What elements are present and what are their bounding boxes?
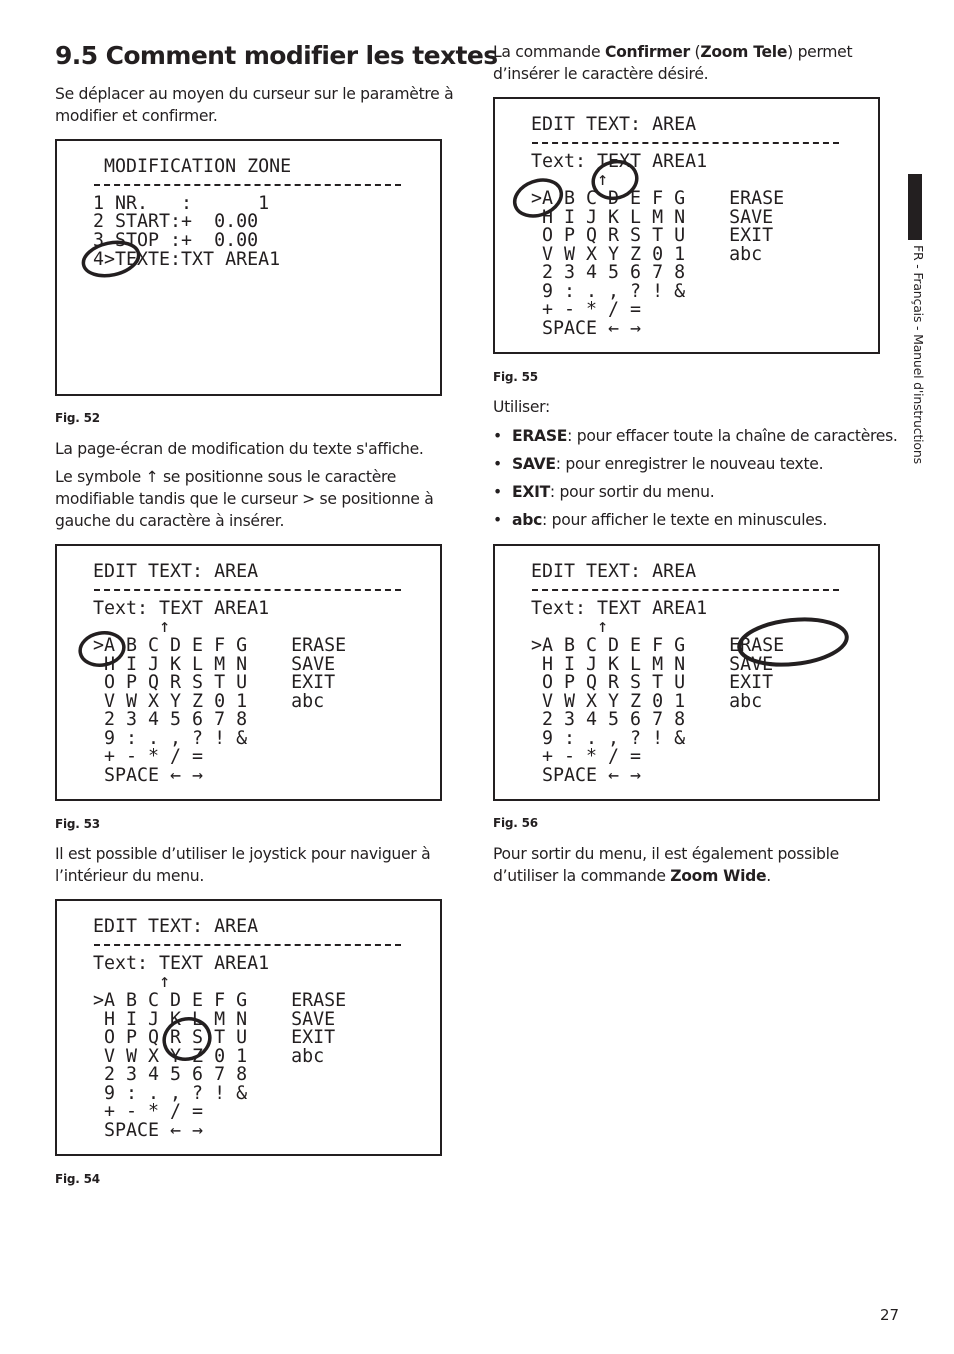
- edit-row-6: 9 : . , ? ! &: [531, 281, 686, 302]
- edit-arrow-line: ↑: [531, 169, 609, 190]
- edit-row-2: H I J K L M N SAVE: [93, 654, 336, 675]
- fig52-line-3: 1 NR. : 1: [93, 193, 270, 214]
- edit-text-line: Text: TEXT AREA1: [531, 598, 708, 619]
- fig54-caption: Fig. 54: [55, 1172, 100, 1186]
- edit-arrow-line: ↑: [93, 616, 171, 637]
- symbol-paragraph: Le symbole ↑ se positionne sous le caractère modifiable tandis que le curseur > se positionne à gauche du caractère à insérer.: [55, 468, 434, 530]
- fig55-screen: [493, 97, 880, 354]
- fig52-divider: [94, 184, 401, 186]
- fig56-caption: Fig. 56: [493, 816, 538, 830]
- options-list: [493, 422, 903, 534]
- edit-row-8: SPACE ← →: [93, 765, 204, 786]
- edit-divider: [532, 142, 839, 144]
- sidebar-label: FR - Français - Manuel d'instructions: [911, 245, 926, 464]
- fig56-screen: [493, 544, 880, 801]
- edit-title: EDIT TEXT: AREA: [93, 561, 259, 582]
- edit-divider: [94, 944, 401, 946]
- fig52-line-1: MODIFICATION ZONE: [93, 156, 292, 177]
- edit-title: EDIT TEXT: AREA: [531, 561, 697, 582]
- edit-divider: [532, 589, 839, 591]
- edit-row-4: V W X Y Z 0 1 abc: [93, 691, 325, 712]
- edit-row-7: + - * / =: [531, 299, 642, 320]
- fig53-screen: [55, 544, 442, 801]
- edit-row-4: V W X Y Z 0 1 abc: [531, 244, 763, 265]
- edit-row-5: 2 3 4 5 6 7 8: [531, 262, 686, 283]
- edit-divider: [94, 589, 401, 591]
- fig52-caption: Fig. 52: [55, 411, 100, 425]
- edit-row-3: O P Q R S T U EXIT: [531, 225, 774, 246]
- edit-title: EDIT TEXT: AREA: [531, 114, 697, 135]
- edit-row-4: V W X Y Z 0 1 abc: [93, 1046, 325, 1067]
- fig52-screen: [55, 139, 442, 396]
- edit-row-2: H I J K L M N SAVE: [531, 654, 774, 675]
- edit-row-1: >A B C D E F G ERASE: [93, 635, 347, 656]
- edit-row-1: >A B C D E F G ERASE: [531, 188, 785, 209]
- exit-paragraph: Pour sortir du menu, il est également possible d’utiliser la commande Zoom Wide.: [493, 845, 839, 885]
- edit-title: EDIT TEXT: AREA: [93, 916, 259, 937]
- fig53-caption: Fig. 53: [55, 817, 100, 831]
- edit-text-line: Text: TEXT AREA1: [531, 151, 708, 172]
- edit-row-8: SPACE ← →: [531, 765, 642, 786]
- edit-arrow-line: ↑: [93, 971, 171, 992]
- edit-row-8: SPACE ← →: [93, 1120, 204, 1141]
- list-item: • SAVE: pour enregistrer le nouveau texte.: [493, 450, 903, 478]
- edit-row-6: 9 : . , ? ! &: [531, 728, 686, 749]
- edit-row-3: O P Q R S T U EXIT: [93, 1027, 336, 1048]
- list-item: • ERASE: pour effacer toute la chaîne de caractères.: [493, 422, 903, 450]
- fig54-screen: [55, 899, 442, 1156]
- edit-row-1: >A B C D E F G ERASE: [531, 635, 785, 656]
- edit-row-4: V W X Y Z 0 1 abc: [531, 691, 763, 712]
- edit-row-5: 2 3 4 5 6 7 8: [531, 709, 686, 730]
- edit-row-1: >A B C D E F G ERASE: [93, 990, 347, 1011]
- edit-row-6: 9 : . , ? ! &: [93, 728, 248, 749]
- edit-row-2: H I J K L M N SAVE: [531, 207, 774, 228]
- edit-row-3: O P Q R S T U EXIT: [531, 672, 774, 693]
- edit-text-line: Text: TEXT AREA1: [93, 953, 270, 974]
- joystick-paragraph: Il est possible d’utiliser le joystick pour naviguer à l’intérieur du menu.: [55, 845, 431, 885]
- fig52-line-5: 3 STOP :+ 0.00: [93, 230, 259, 251]
- intro-paragraph: Se déplacer au moyen du curseur sur le paramètre à modifier et confirmer.: [55, 85, 454, 125]
- modif-paragraph: La page-écran de modification du texte s'affiche.: [55, 440, 424, 458]
- edit-row-7: + - * / =: [93, 1101, 204, 1122]
- page-number: 27: [880, 1306, 900, 1324]
- list-item: • abc: pour afficher le texte en minuscules.: [493, 506, 903, 534]
- edit-arrow-line: ↑: [531, 616, 609, 637]
- confirm-paragraph: La commande Confirmer (Zoom Tele) permet d’insérer le caractère désiré.: [493, 43, 853, 83]
- edit-text-line: Text: TEXT AREA1: [93, 598, 270, 619]
- utiliser-label: Utiliser:: [493, 398, 550, 416]
- edit-row-7: + - * / =: [93, 746, 204, 767]
- fig55-caption: Fig. 55: [493, 370, 538, 384]
- edit-row-3: O P Q R S T U EXIT: [93, 672, 336, 693]
- edit-row-7: + - * / =: [531, 746, 642, 767]
- edit-row-8: SPACE ← →: [531, 318, 642, 339]
- edit-row-5: 2 3 4 5 6 7 8: [93, 1064, 248, 1085]
- edit-row-6: 9 : . , ? ! &: [93, 1083, 248, 1104]
- fig52-line-4: 2 START:+ 0.00: [93, 211, 259, 232]
- edit-row-2: H I J K L M N SAVE: [93, 1009, 336, 1030]
- list-item: • EXIT: pour sortir du menu.: [493, 478, 903, 506]
- fig52-line-6: 4>TEXTE:TXT AREA1: [93, 249, 281, 270]
- edit-row-5: 2 3 4 5 6 7 8: [93, 709, 248, 730]
- section-heading: 9.5 Comment modifier les textes: [55, 41, 498, 70]
- sidebar-marker: [908, 174, 922, 240]
